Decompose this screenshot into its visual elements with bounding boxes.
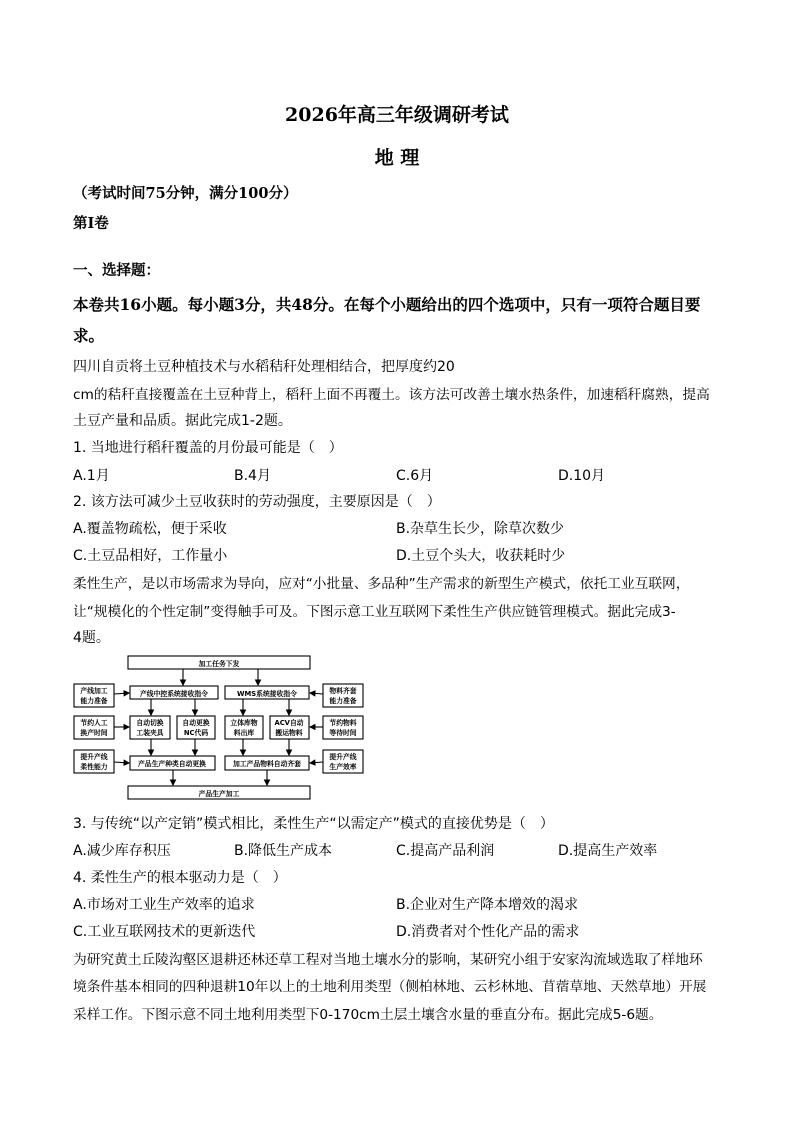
section-instruction-line1: 本卷共16小题。每小题3分，共48分。在每个小题给出的四个选项中，只有一项符合题目要 bbox=[73, 295, 701, 314]
side-l3b: 柔性能力 bbox=[80, 763, 108, 771]
flexible-production-diagram bbox=[73, 654, 365, 802]
diagram-c2: 料出库 bbox=[233, 729, 255, 737]
q3-option-b[interactable]: B.降低生产成本 bbox=[234, 843, 333, 859]
side-r2b: 等待时间 bbox=[329, 729, 357, 737]
passage2-line1: 柔性生产，是以市场需求为导向，应对“小批量、多品种”生产需求的新型生产模式，依托工业互联网， bbox=[73, 576, 690, 592]
q3-option-c[interactable]: C.提高产品利润 bbox=[396, 843, 495, 859]
q1-option-a[interactable]: A.1月 bbox=[73, 468, 110, 484]
passage3-line1: 为研究黄土丘陵沟壑区退耕还林还草工程对当地土壤水分的影响，某研究小组于安家沟流域选取了样地环 bbox=[73, 952, 703, 968]
q1-option-b[interactable]: B.4月 bbox=[234, 468, 271, 484]
diagram-wms-label: WMS系统接收指令 bbox=[237, 690, 297, 698]
q2-option-c[interactable]: C.土豆品相好，工作量小 bbox=[73, 548, 228, 564]
passage1-line1: 四川自贡将土豆种植技术与水稻秸秆处理相结合，把厚度约20 bbox=[73, 359, 455, 375]
question-4-stem: 4. 柔性生产的根本驱动力是（ ） bbox=[73, 870, 287, 886]
section-instruction-line2: 求。 bbox=[73, 326, 105, 345]
question-1-stem: 1. 当地进行稻秆覆盖的月份最可能是（ ） bbox=[73, 440, 343, 456]
subject-title: 地 理 bbox=[374, 147, 420, 169]
passage1-line2: cm的秸秆直接覆盖在土豆种背上，稻秆上面不再覆土。该方法可改善土壤水热条件，加速稻秆腐熟，提高 bbox=[73, 387, 710, 403]
q2-option-d[interactable]: D.土豆个头大，收获耗时少 bbox=[396, 548, 566, 564]
side-r3a: 提升产线 bbox=[329, 753, 357, 761]
q4-option-a[interactable]: A.市场对工业生产效率的追求 bbox=[73, 897, 255, 913]
q1-option-d[interactable]: D.10月 bbox=[558, 468, 606, 484]
diagram-b1: 自动更换 bbox=[182, 719, 210, 727]
passage1-line3: 土豆产量和品质。据此完成1-2题。 bbox=[73, 413, 292, 429]
passage3-line2: 境条件基本相同的四种退耕10年以上的土地利用类型（侧柏林地、云杉林地、苜蓿草地、天然草地）开展 bbox=[73, 979, 707, 995]
side-r2a: 节约物料 bbox=[329, 719, 357, 727]
diagram-b2: NC代码 bbox=[183, 729, 209, 737]
side-l1a: 产线加工 bbox=[80, 687, 108, 695]
passage2-line2: 让“规模化的个性定制”变得触手可及。下图示意工业互联网下柔性生产供应链管理模式。据此完成3- bbox=[73, 604, 676, 620]
volume-label: 第Ⅰ卷 bbox=[73, 215, 109, 232]
diagram-a1: 自动切换 bbox=[136, 719, 164, 727]
passage2-line3: 4题。 bbox=[73, 630, 110, 646]
side-r1b: 能力准备 bbox=[329, 697, 357, 705]
q2-option-b[interactable]: B.杂草生长少，除草次数少 bbox=[396, 521, 565, 537]
side-l3a: 提升产线 bbox=[80, 753, 108, 761]
exam-info: （考试时间75分钟，满分100分） bbox=[73, 185, 298, 202]
q4-option-c[interactable]: C.工业互联网技术的更新迭代 bbox=[73, 924, 256, 940]
side-l2b: 换产时间 bbox=[80, 729, 108, 737]
diagram-d1: ACV自动 bbox=[274, 719, 304, 727]
diagram-d2: 搬运物料 bbox=[275, 729, 303, 737]
diagram-final-label: 产品生产加工 bbox=[198, 790, 240, 798]
diagram-c1: 立体库物 bbox=[230, 719, 258, 727]
q4-option-d[interactable]: D.消费者对个性化产品的需求 bbox=[396, 924, 580, 940]
q2-option-a[interactable]: A.覆盖物疏松，便于采收 bbox=[73, 521, 227, 537]
question-2-stem: 2. 该方法可减少土豆收获时的劳动强度，主要原因是（ ） bbox=[73, 494, 441, 510]
section-heading: 一、选择题： bbox=[73, 262, 160, 279]
diagram-a2: 工装夹具 bbox=[136, 729, 164, 737]
exam-title: 2026年高三年级调研考试 bbox=[285, 104, 509, 126]
side-l1b: 能力准备 bbox=[80, 697, 108, 705]
q4-option-b[interactable]: B.企业对生产降本增效的渴求 bbox=[396, 897, 579, 913]
q1-option-c[interactable]: C.6月 bbox=[396, 468, 434, 484]
question-3-stem: 3. 与传统“以产定销”模式相比，柔性生产“以需定产”模式的直接优势是（ ） bbox=[73, 816, 554, 832]
diagram-control-label: 产线中控系统接收指令 bbox=[140, 690, 208, 698]
side-l2a: 节约人工 bbox=[80, 719, 108, 727]
q3-option-a[interactable]: A.减少库存积压 bbox=[73, 843, 171, 859]
passage3-line3: 采样工作。下图示意不同土地利用类型下0-170cm土层土壤含水量的垂直分布。据此完成5-6题。 bbox=[73, 1007, 663, 1023]
side-r3b: 生产效率 bbox=[329, 763, 357, 771]
diagram-right-bottom: 加工产品物料自动齐套 bbox=[233, 760, 301, 768]
diagram-top-label: 加工任务下发 bbox=[198, 660, 240, 668]
q3-option-d[interactable]: D.提高生产效率 bbox=[558, 843, 658, 859]
side-r1a: 物料齐套 bbox=[329, 687, 357, 695]
diagram-left-bottom: 产品生产种类自动更换 bbox=[138, 760, 206, 768]
